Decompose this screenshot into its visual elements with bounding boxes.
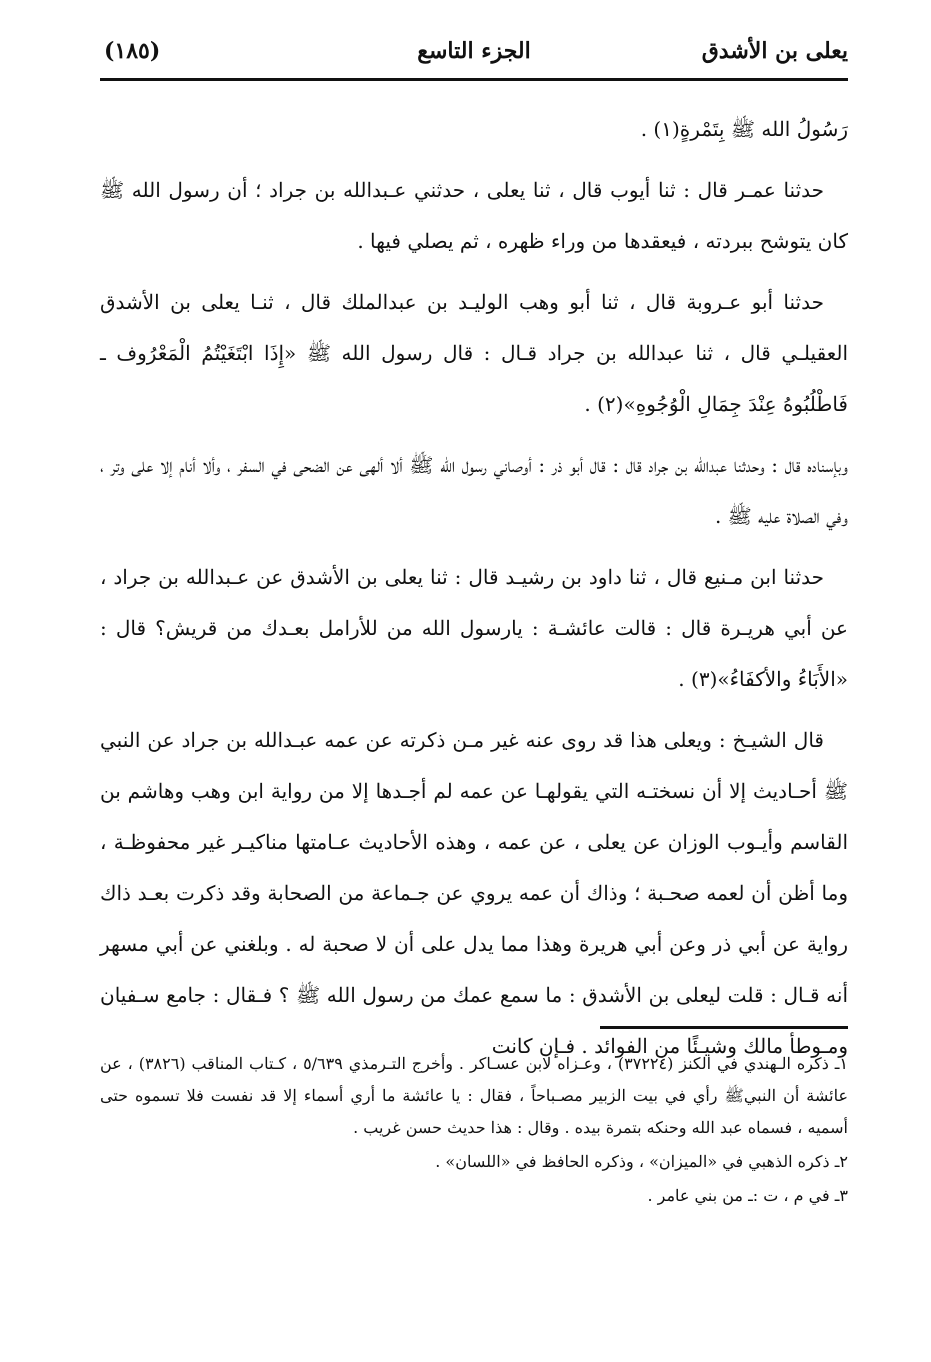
paragraph: حدثنا ابن مـنيع قال ، ثنا داود بن رشيـد قال : ثنا يعلى بن الأشدق عن عـبدالله بن جراد ، عن أبي هريـرة قال : قالت عائشـة : يارسول الله من للأرامل بعـدك من قريش؟ قال : «الأَبَاءُ والأكفَاءُ»(٣) . <box>100 565 848 691</box>
paragraph: وبإسناده قال : وحدثنا عبدالله بن جراد قال : قال أبو ذر : أوصاني رسول الله ﷺ ألا ألهى عن الضحى في السفر ، وألا أنام إلا على وتر ، وفي الصلاة عليه ﷺ . <box>100 453 848 528</box>
header-divider <box>100 78 848 81</box>
main-text <box>100 104 848 1082</box>
footnote: ٣ـ في م ، ت :ـ من بني عامر . <box>647 1186 848 1205</box>
footnote: ١ـ ذكره الـهندي في الكنز (٣٧٢٢٤) ، وعـزاه لابن عسـاكر . وأخرج التـرمذي ٥/٦٣٩ ، كـتاب المناقب (٣٨٢٦) ، عن عائشة أن النبيﷺ رأي في بيت الزبير مصـباحاً ، فقال : يا عائشة ما أري أسماء إلا قد نفست فلا تسموه حتى أسميه ، فسماه عبد الله وحنكه بتمرة بيده . وقال : هذا حديث حسن غريب . <box>100 1054 849 1137</box>
footnote: ٢ـ ذكره الذهبي في «الميزان» ، وذكره الحافظ في «اللسان» . <box>435 1152 848 1171</box>
page-header <box>100 34 848 74</box>
footnotes <box>100 1048 848 1214</box>
page-number: (١٨٥) <box>104 38 161 64</box>
book-title: يعلى بن الأشدق <box>701 38 848 64</box>
footnote-divider <box>600 1026 848 1029</box>
part-title: الجزء التاسع <box>417 38 531 64</box>
paragraph: حدثنا عمـر قال : ثنا أيوب قال ، ثنا يعلى ، حدثني عـبدالله بن جراد ؛ أن رسول الله ﷺ كان يتوشح ببردته ، فيعقدها من وراء ظهره ، ثم يصلي فيها . <box>100 178 848 253</box>
paragraph: رَسُولُ الله ﷺ بِتَمْرةٍ(١) . <box>640 117 848 141</box>
paragraph: قال الشيـخ : ويعلى هذا قد روى عنه غير مـن ذكرته عن عمه عبـدالله بن جراد عن النبي ﷺ أحـاديث إلا أن نسختـه التي يقولهـا عن عمه لم أجـدها إلا من رواية ابن وهب وهاشم بن القاسم وأيـوب الوزان عن يعلى ، عن عمه ، وهذه الأحاديث عـامتها مناكيـر غير محفوظـة ، وما أظن أن لعمه صحـبة ؛ وذاك أن عمه يروي عن جـماعة من الصحابة وقد ذكرت بعـد ذاك رواية عن أبي ذر وعن أبي هريرة وهذا مما يدل على أن لا صحبة له . وبلغني عن أبي مسهر أنه قـال : قلت ليعلى بن الأشدق : ما سمع عمك من رسول الله ﷺ ؟ فـقال : جامع سـفيان ومـوطأ مالك وشيـئًا من الفوائد . فـإن كانت <box>100 728 848 1058</box>
paragraph: حدثنا أبو عـروبة قال ، ثنا أبو وهب الوليـد بن عبدالملك قال ، ثنـا يعلى بن الأشدق العقيلـي قال ، ثنا عبدالله بن جراد قـال : قال رسول الله ﷺ «إِذَا ابْتَغَيْتُمُ الْمَعْرُوف ـ فَاطْلُبُوهُ عِنْدَ جِمَالِ الْوُجُوهِ»(٢) . <box>100 290 848 416</box>
